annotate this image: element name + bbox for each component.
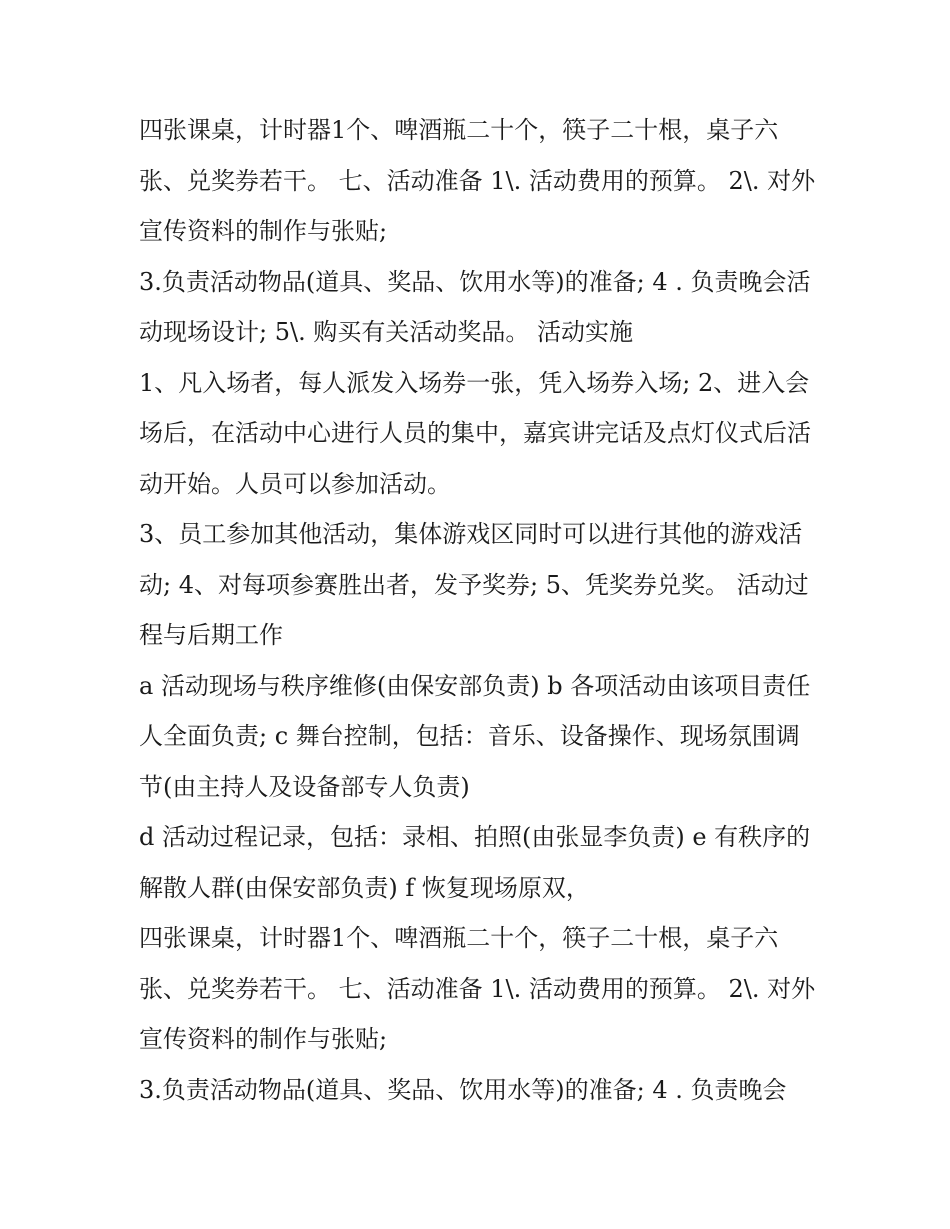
paragraph: a 活动现场与秩序维修(由保安部负责) b 各项活动由该项目责任人全面负责; c 舞台控制，包括：音乐、设备操作、现场氛围调节(由主持人及设备部专人负责) [139, 671, 811, 801]
paragraph: 3、员工参加其他活动，集体游戏区同时可以进行其他的游戏活动; 4、对每项参赛胜出者，发予奖券; 5、凭奖券兑奖。 活动过程与后期工作 [139, 520, 809, 649]
document-body [139, 105, 819, 1115]
paragraph: 3.负责活动物品(道具、奖品、饮用水等)的准备; 4 . 负责晚会 [139, 1075, 787, 1104]
paragraph: 四张课桌，计时器1个、啤酒瓶二十个，筷子二十根，桌子六张、兑奖券若干。 七、活动准备 1\. 活动费用的预算。 2\. 对外宣传资料的制作与张贴; [139, 924, 816, 1053]
paragraph: d 活动过程记录，包括：录相、拍照(由张显李负责) e 有秩序的解散人群(由保安部负责) f 恢复现场原双， [139, 823, 811, 902]
paragraph: 1、凡入场者，每人派发入场券一张，凭入场券入场; 2、进入会场后，在活动中心进行人员的集中，嘉宾讲完话及点灯仪式后活动开始。人员可以参加活动。 [139, 368, 811, 498]
paragraph: 四张课桌，计时器1个、啤酒瓶二十个，筷子二十根，桌子六张、兑奖券若干。 七、活动准备 1\. 活动费用的预算。 2\. 对外宣传资料的制作与张贴; [139, 116, 816, 245]
paragraph: 3.负责活动物品(道具、奖品、饮用水等)的准备; 4 . 负责晚会活动现场设计; 5\. 购买有关活动奖品。 活动实施 [139, 267, 811, 346]
